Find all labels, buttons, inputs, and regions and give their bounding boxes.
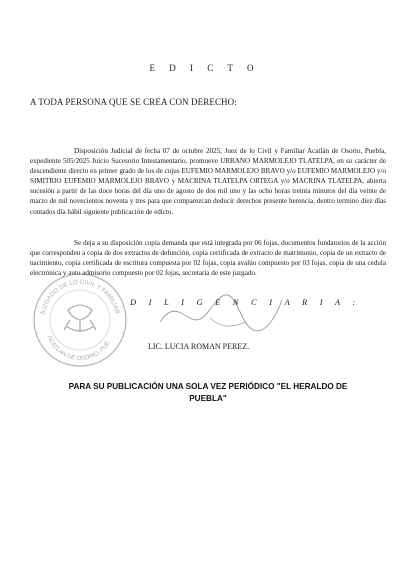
paragraph-1-text: Disposición Judicial de fecha 07 de octubre 2025, Juez de lo Civil y Familiar Acatlán de Osorio, Puebla, expediente 505/2025 Juicio Sucesorio Intestamentario, promueve URBANO MARMOLEJO TLATELPA, en su carácter de descendiente directo en primer grado de los de cujus EUFEMIO MARMOLEJO BRAVO y/o EUFEMIO MARMOLEJO y/o SIMITRIO EUFEMIO MARMOLEJO BRAVO y MACRINA TLATELPA ORTEGA y/o MACRINA TLATELPA, abierta sucesión a partir de las doce horas del día uno de agosto de dos mil uno y las ocho horas treinta minutos del día veinte de marzo de mil novecientos noventa y tres para que comparezcan deducir derechos presente herencia, dentro termino diez días contados día hábil siguiente publicación de edicto. <box>30 147 386 216</box>
seal-text-top: JUZGADO DE LO CIVIL Y FAMILIAR <box>39 278 121 316</box>
court-seal-icon <box>30 270 130 370</box>
signer-name: LIC. LUCIA ROMAN PEREZ. <box>148 342 250 351</box>
diligenciaria-heading: D I L I G E N C I A R I A : <box>130 297 361 307</box>
seal-text-bottom: ACATLAN DE OSORIO, PUE. <box>45 335 113 363</box>
paragraph-judicial-disposition <box>30 146 386 217</box>
addressee-line: A TODA PERSONA QUE SE CREA CON DERECHO: <box>30 97 237 107</box>
paragraph-2-text: Se deja a su disposición copia demanda que está integrada por 06 fojas, documentos fundatorios de la acción que corresponden a copia de dos extractos de defunción, copia certificada de extracto de matrimonio, copia de un extracto de nacimiento, copia certificada de escritura compuesta por 02 fojas, copia avalúo compuesto por 03 fojas, copia de una cedula electrónica y auto admisorio compuesto por 02 fojas, secretaria de este juzgado. <box>30 239 386 278</box>
handwritten-signature-icon <box>150 282 290 342</box>
publication-line-2: PUEBLA" <box>189 394 227 403</box>
publication-notice <box>33 381 383 405</box>
document-title: E D I C T O <box>149 63 260 73</box>
publication-line-1: PARA SU PUBLICACIÓN UNA SOLA VEZ PERIÓDICO "EL HERALDO DE <box>68 382 348 391</box>
